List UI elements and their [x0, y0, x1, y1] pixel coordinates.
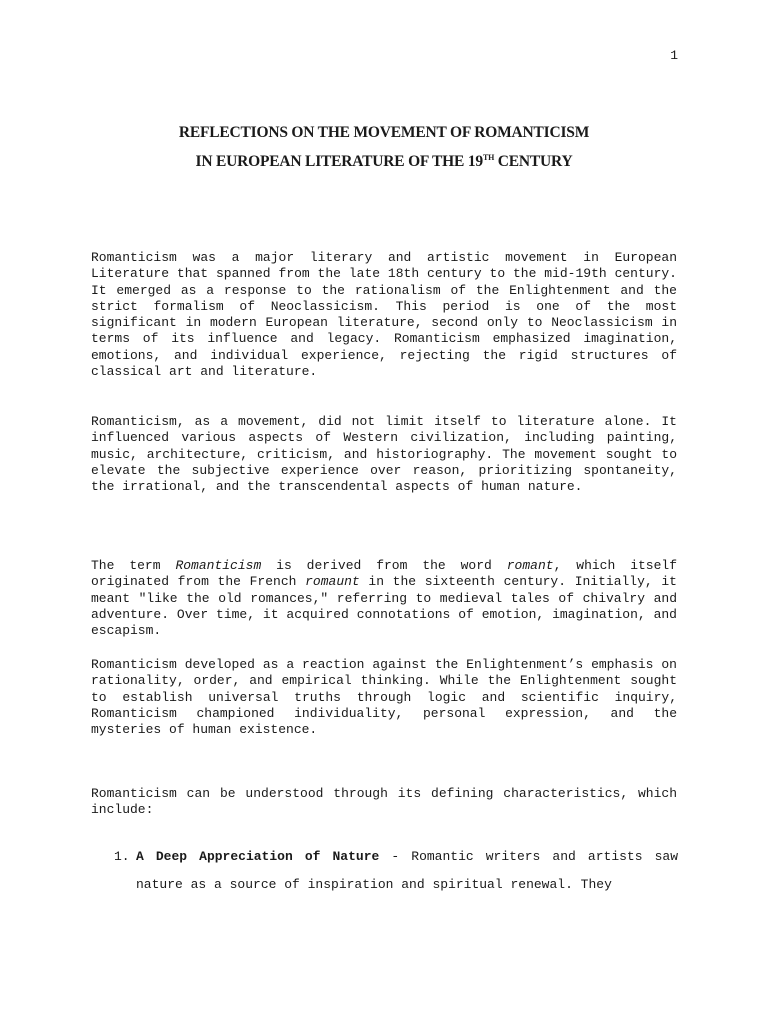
list-item-content	[114, 843, 678, 899]
page-number: 1	[670, 48, 678, 63]
list-item-heading: A Deep Appreciation of Nature	[136, 849, 380, 864]
list-item-number: 1.	[114, 849, 130, 864]
paragraph-3-text-a: The term	[91, 558, 176, 573]
term-romant: romant	[506, 558, 554, 573]
title-line-2-text: IN EUROPEAN LITERATURE OF THE 19	[195, 153, 483, 170]
term-romanticism: Romanticism	[175, 558, 262, 573]
document-title-line-2	[0, 153, 768, 171]
paragraph-3-text-d: in the sixteenth century. Initially, it meant "like the old romances," referring to medieval tales of chivalry and adventure. Over time, it acquired connotations of emotion, imagination, and escapism.	[91, 574, 677, 639]
title-superscript: TH	[482, 152, 495, 162]
paragraph-3-text-c: , which itself originated from the French	[91, 558, 677, 590]
paragraph-4: Romanticism developed as a reaction against the Enlightenment’s emphasis on rationality, order, and empirical thinking. While the Enlightenment sought to establish universal truths through logic and scientific inquiry, Romanticism championed individuality, personal expression, and the mysteries of human existence.	[91, 657, 677, 738]
term-romaunt: romaunt	[305, 574, 360, 590]
paragraph-5: Romanticism can be understood through its defining characteristics, which include:	[91, 786, 677, 818]
list-item-text: - Romantic writers and artists saw nature as a source of inspiration and spiritual renewal. They	[136, 849, 678, 892]
title-line-2-suffix: CENTURY	[494, 153, 573, 170]
document-title-line-1: REFLECTIONS ON THE MOVEMENT OF ROMANTICISM	[178, 124, 590, 141]
paragraph-3	[91, 558, 677, 639]
list-item	[114, 843, 678, 899]
paragraph-2: Romanticism, as a movement, did not limit itself to literature alone. It influenced various aspects of Western civilization, including painting, music, architecture, criticism, and historiography. The movement sought to elevate the subjective experience over reason, prioritizing spontaneity, the irrational, and the transcendental aspects of human nature.	[91, 414, 677, 495]
paragraph-3-text-b: is derived from the word	[261, 558, 507, 573]
paragraph-1: Romanticism was a major literary and artistic movement in European Literature that spanned from the late 18th century to the mid-19th century. It emerged as a response to the rationalism of the Enlightenment and the strict formalism of Neoclassicism. This period is one of the most significant in modern European literature, second only to Neoclassicism in terms of its influence and legacy. Romanticism emphasized imagination, emotions, and individual experience, rejecting the rigid structures of classical art and literature.	[91, 250, 677, 380]
